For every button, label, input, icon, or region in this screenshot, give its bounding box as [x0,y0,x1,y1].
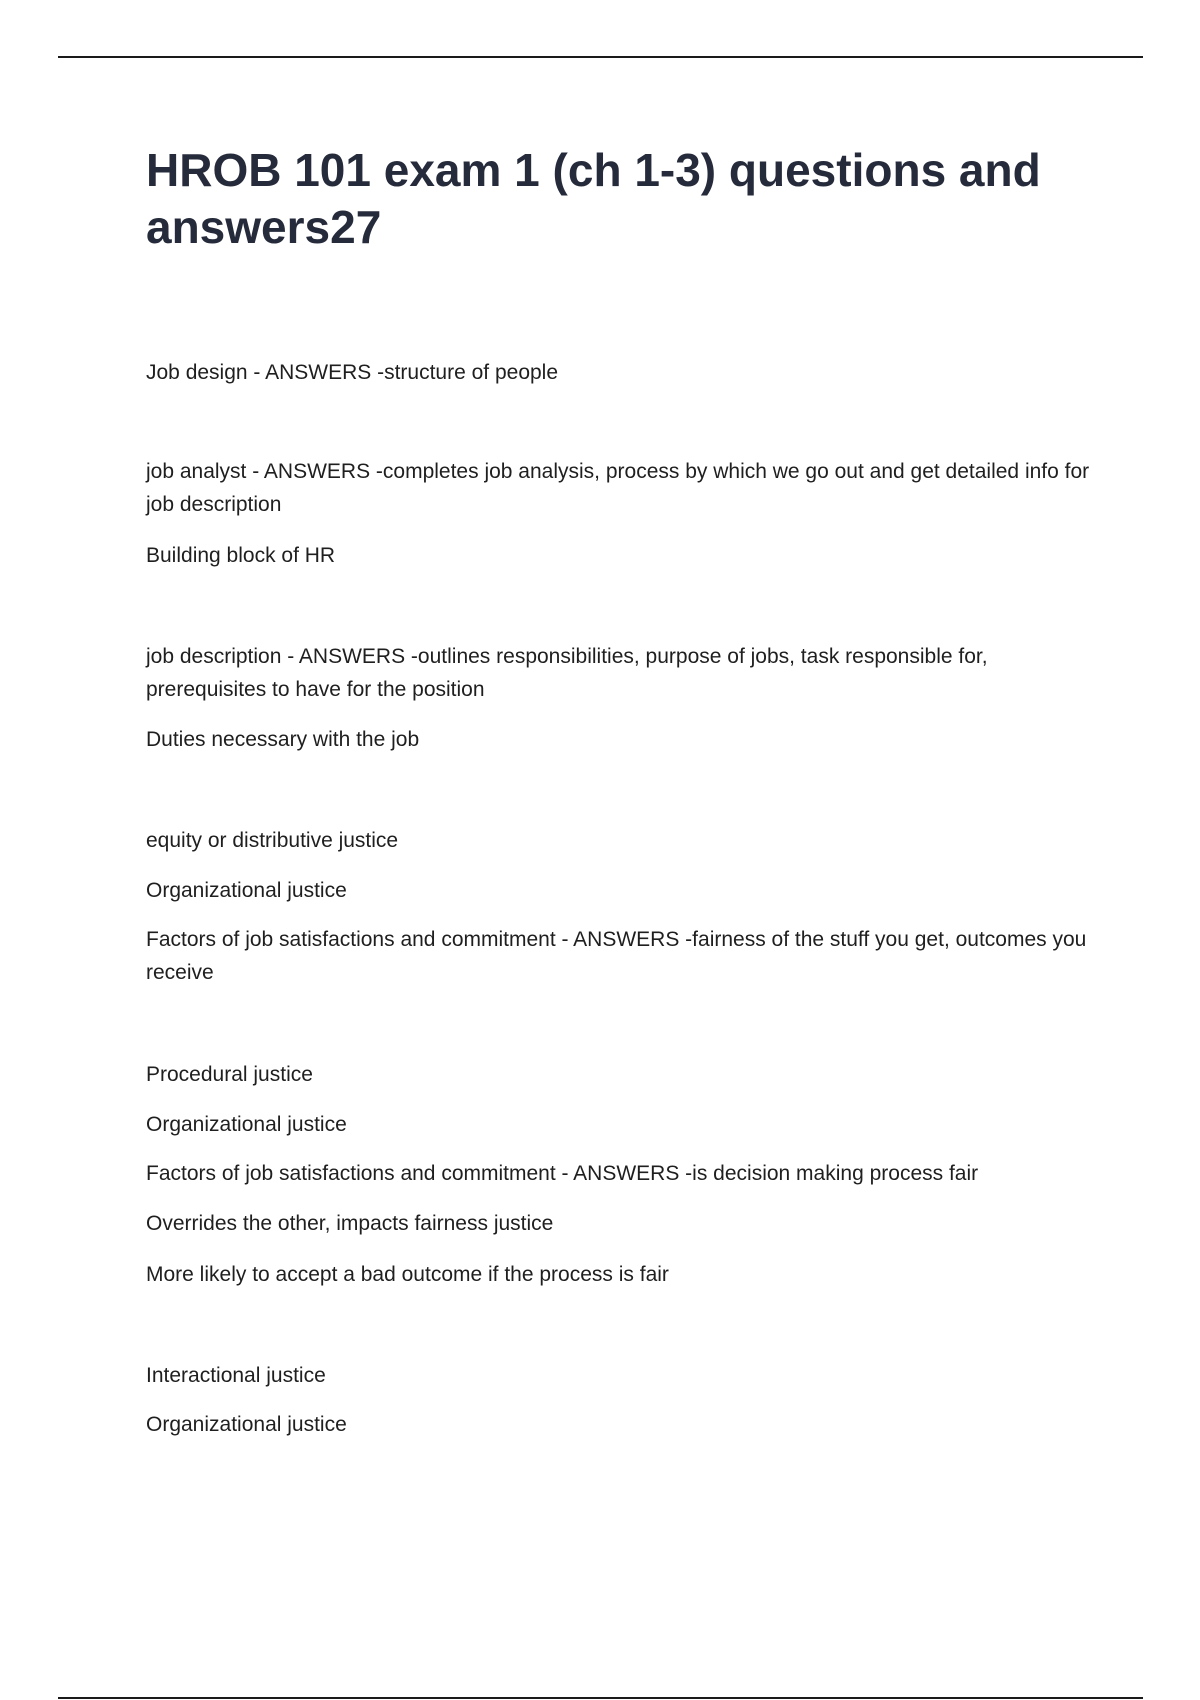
text-line: Duties necessary with the job [146,728,420,751]
top-rule [58,56,1143,58]
text-line: Factors of job satisfactions and commitment - ANSWERS -fairness of the stuff you get, outcomes you receive [146,928,1087,984]
text-line: Job design - ANSWERS -structure of people [146,361,559,384]
bottom-rule [58,1697,1143,1699]
text-line: Procedural justice [146,1063,313,1086]
text-line: job analyst - ANSWERS -completes job analysis, process by which we go out and get detailed info for job description [146,460,1090,516]
text-line: Factors of job satisfactions and commitment - ANSWERS -is decision making process fair [146,1162,979,1185]
text-line: job description - ANSWERS -outlines responsibilities, purpose of jobs, task responsible for, prerequisites to have for the position [146,645,988,701]
document-title: HROB 101 exam 1 (ch 1-3) questions and answers27 [146,144,1041,253]
text-line: More likely to accept a bad outcome if the process is fair [146,1263,669,1286]
text-line: Overrides the other, impacts fairness justice [146,1212,554,1235]
text-line: Organizational justice [146,1413,347,1436]
text-line: Interactional justice [146,1364,326,1387]
text-line: Building block of HR [146,544,336,567]
text-line: Organizational justice [146,879,347,902]
text-line: Organizational justice [146,1113,347,1136]
text-line: equity or distributive justice [146,829,399,852]
